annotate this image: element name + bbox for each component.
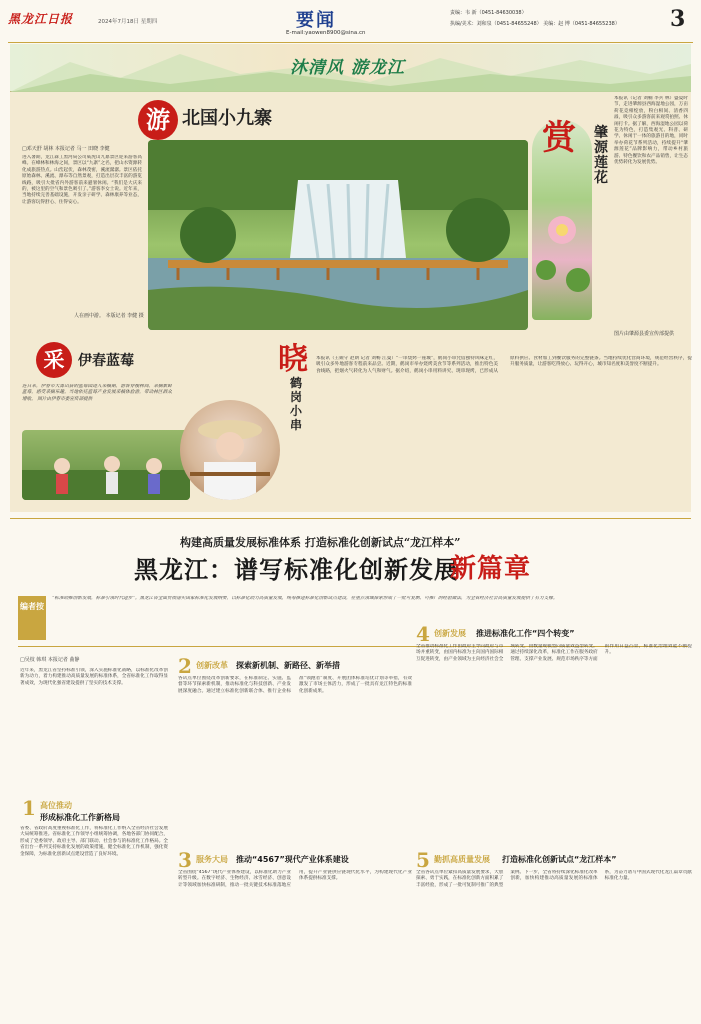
section-body: 各试点单位围绕改革创新要求，在标准制定、实施、监督等环节探索新机制，推动标准化与科技创新、产业发展深度融合。通过建立标准化创新联合体、推行企业标准“领跑者”制度、开展团体标准培优计划等举措，有效激发了市场主体活力，形成了一批具有龙江特色的标准化创新成果。	[178, 676, 412, 694]
photo-credit: 人在画中游。 本版记者 李健 摄	[74, 313, 144, 319]
section-tag: 服务大局	[196, 855, 228, 864]
newspaper-logo: 黑龙江日报	[8, 12, 74, 26]
editor-note-label: 编者按	[18, 596, 46, 640]
section-title: 推动“4567”现代产业体系建设	[236, 855, 349, 864]
section-title: 要闻	[296, 10, 336, 31]
chef-photo	[180, 400, 280, 500]
section-title: 探索新机制、新路径、新举措	[236, 661, 340, 670]
article-body: 进入暑期，龙江森工黑河局公司威虎山九寨景区迎来游客高峰。在峰林和林海之间，景区以“九寨”之名，把山水资源转化成旅游热点。山峦起伏，森林茂密，溪流潺潺。景区依托原始森林、溪流、瀑布等自然景观，打造出层次丰富的游览线路，吸引大批省内外游客前来避暑休闲。“我们是大庆来的，被这里的空气和景色吸引了。”游客李女士说。近年来，当地持续完善基础设施，开发亲子研学、森林康养等业态，让游客玩得舒心、住得安心。	[22, 155, 142, 205]
section-body: 全省推动标准化工作由政府主导向政府与市场并重转变，由国内标准为主向国内国际相互促进转变，由产业领域为主向经济社会全域转变，由数量规模型向质量效益型转变。通过持续深化改革，标准化工作在服务政府管理、支撑产业发展、规范市场秩序等方面的作用日益凸显，标准化治理效能不断提升。	[416, 644, 692, 662]
waterfall-illustration	[148, 140, 528, 330]
section-number: 1	[22, 796, 36, 820]
feature-mark-xiao: 晓	[278, 342, 308, 377]
section-email: E-mail:yaowen8900@sina.cn	[286, 30, 366, 36]
chef-illustration	[180, 400, 280, 500]
section-number: 2	[178, 654, 192, 678]
feature-title-shang: 肇源莲花	[594, 125, 608, 186]
section-title: 形成标准化工作新格局	[40, 813, 120, 822]
section-title: 打造标准化创新试点“龙江样本”	[502, 855, 617, 864]
section-divider	[10, 518, 691, 519]
waterfall-photo	[148, 140, 528, 330]
headline-main-accent: 新篇章	[450, 554, 532, 584]
section-number: 5	[416, 848, 430, 872]
feature-title-xiao: 鹤岗小串	[290, 376, 303, 432]
byline: □吴枝 韩琪 本报记者 曲静	[20, 657, 80, 663]
headline-subtitle: 构建高质量发展标准体系 打造标准化创新试点“龙江样本”	[180, 536, 461, 549]
article-body: 本报讯（记者 刘楠 李兵 林）盛夏时节，走进肇源县西海湿地公园，万亩荷花竞相绽放，粉白相间、清香四溢，吸引众多游客前来观赏拍照、休闲打卡。据了解，西海湿地公园以荷花为特色，打造集观光、科普、研学、休闲于一体的旅游目的地，同时举办荷花节系列活动，持续提升“肇源莲花”品牌影响力，带动乡村旅游、特色餐饮和农产品销售，让生态优势转化为发展优势。	[614, 96, 688, 166]
section-number: 4	[416, 622, 430, 646]
blueberry-photo	[22, 430, 190, 500]
article-body: 本报讯（王兢守 赵朗 记者 刘畅 江曼）“一串烧烤一座城”，鹤岗小串凭借独特风味走红，吸引众多外地游客专程前来品尝。近期，鹤岗市举办烧烤美食节等系列活动，推出特色美食线路，把烟火气转化为人气和财气。据介绍，鹤岗小串用料讲究、现串现烤，已形成从原料供应、食材加工到餐饮服务的完整链条。当地持续优化营商环境，规范经营秩序，提升服务质量，让游客吃得放心、玩得开心，城市知名度和美誉度不断提升。	[316, 356, 692, 374]
article-intro: 近年来，黑龙江省坚持标准引领，深入实施标准化战略，以标准化改革创新为动力，着力构建推动高质量发展的标准体系，全省标准化工作取得显著成效，为现代化强省建设提供了坚实的技术支撑。	[20, 668, 168, 686]
feature-title-you: 北国小九寨	[182, 108, 272, 129]
section-tag: 高位推动	[40, 801, 72, 810]
feature-mark-shang: 赏	[542, 118, 576, 158]
section-body: 全省围绕“4567”现代产业体系建设，以标准化助力产业转型升级。在数字经济、生物经济、冰雪经济、创意设计等领域加快标准研制，推动一批关键技术标准落地应用，提升产业链供应链现代化水平，为构建现代化产业体系提供标准支撑。	[178, 870, 412, 888]
feature-mark-cai: 采	[36, 342, 72, 378]
byline: □邓天舒 胡林 本报记者 马一 田晓 李健	[22, 146, 110, 152]
editor-note-text: “标准助推创新发展，标准引领时代进步”。黑龙江省全面贯彻落实国家标准化发展纲要，以标准化助力高质量发展，统筹推进标准化创新试点建设，在重点领域探索形成了一批可复制、可推广的经验做法，为全省经济社会高质量发展提供了有力支撑。	[52, 596, 558, 601]
headline-main: 黑龙江：谱写标准化创新发展	[134, 555, 459, 584]
section-tag: 创新发展	[434, 629, 466, 638]
section-tag: 勤抓高质量发展	[434, 855, 490, 864]
section-body: 全省各试点单位紧扣高质量发展要求，大胆探索、勇于实践，在标准化创新方面积累了丰富经验，形成了一批可复制可推广的典型案例。下一步，全省将持续深化标准化改革创新，加快构建推动高质量发展的标准体系，为奋力谱写中国式现代化龙江篇章贡献标准化力量。	[416, 870, 692, 888]
masthead-rule	[8, 42, 693, 43]
section-tag: 创新改革	[196, 661, 228, 670]
issue-date: 2024年7月18日 星期四	[98, 19, 158, 25]
page-number: 3	[670, 6, 686, 32]
section-number: 3	[178, 848, 192, 872]
section-body: 省委、省政府高度重视标准化工作，将标准化工作纳入全省经济社会发展大局统筹推进。省标准化工作领导小组统筹协调，各地各部门协同配合，形成了党委领导、政府主导、部门联动、社会参与的标准化工作格局。全省出台一系列支持标准化发展的政策措施，健全标准化工作机制，强化资金保障，为标准化创新试点建设营造了良好环境。	[20, 826, 168, 857]
photo-credit: 图片由肇源县委宣传部提供	[614, 331, 675, 337]
banner-title: 沐清风 游龙江	[290, 58, 405, 78]
editor-credit: 执编/美术：刘和泉（0451-84655248） 美编：赵 博（0451-84655238）	[450, 21, 620, 27]
blueberry-illustration	[22, 430, 190, 500]
section-title: 推进标准化工作“四个转变”	[476, 629, 575, 638]
feature-title-cai: 伊春蓝莓	[78, 353, 134, 369]
photo-caption: 连日来，伊春市大箐山县的蓝莓园进入采摘期，游客穿梭林间，采摘新鲜蓝莓，感受采摘乐趣。当地依托蓝莓产业发展采摘体验游，带动林区群众增收。 图片由伊春市委宣传部提供	[22, 384, 172, 402]
feature-mark-you: 游	[138, 100, 178, 140]
editor-credit: 责编：韦 新（0451-84630038）	[450, 10, 527, 16]
